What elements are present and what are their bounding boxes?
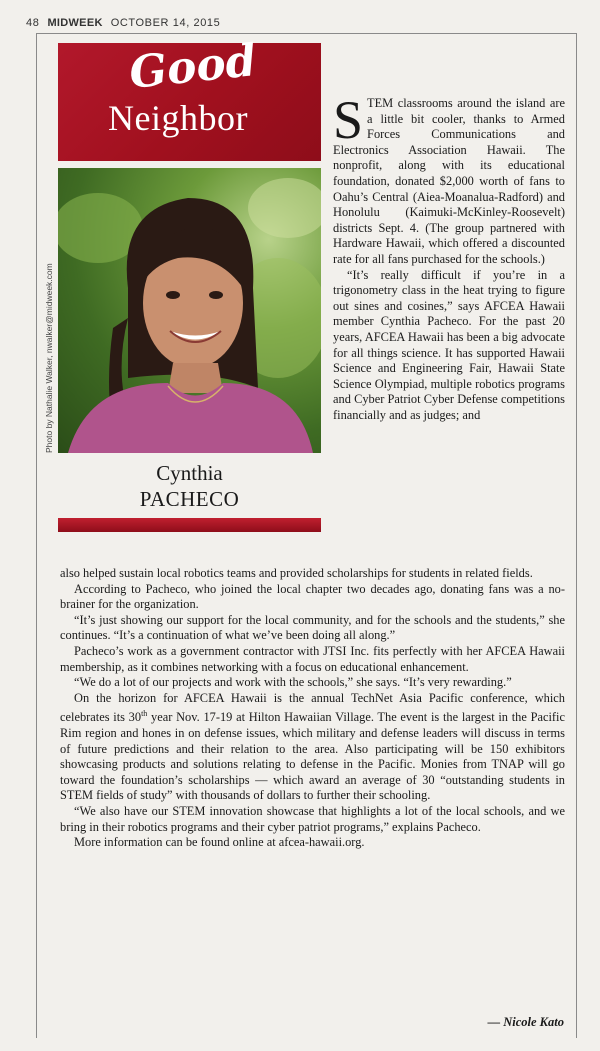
banner-title-neighbor: Neighbor <box>108 98 248 138</box>
paragraph-7-text-a: On the horizon for AFCEA Hawaii is the annual TechNet Asia Pacific conference, which celebrates its 30 <box>60 690 565 725</box>
subject-last-name: PACHECO <box>139 487 240 511</box>
article-right-column <box>333 90 565 423</box>
article-paragraph-4: “It’s just showing our support for the local community, and for the schools and the students,” she continues. “It’s a continuation of what we’ve been doing all along.” <box>60 612 565 643</box>
article-paragraph-9: More information can be found online at afcea-hawaii.org. <box>74 835 365 850</box>
author-byline: — Nicole Kato <box>487 1015 564 1029</box>
portrait-illustration <box>58 168 321 453</box>
name-underline-bar <box>58 518 321 532</box>
paragraph-7-text-b: year Nov. 17-19 at Hilton Hawaiian Village. The event is the largest in the Pacific Rim region and hones in on defense issues, which military and defense leaders will discuss in terms of future predictions and their relation to the area. Also participating will be 150 exhibitors showcasing products and solutions relating to defense in the Pacific. Monies from TNAP will go toward the foundation’s scholarships — which award an average of 30 “outstanding students in STEM fields of study” with thousands of dollars to further their schooling. <box>60 710 565 803</box>
photo-credit: Photo by Nathalie Walker, nwalker@midweek.com <box>44 263 54 453</box>
issue-date: OCTOBER 14, 2015 <box>110 17 221 29</box>
paragraph-1-text: TEM classrooms around the island are a little bit cooler, thanks to Armed Forces Communications and Electronics Association Hawaii. The nonprofit, along with its educational foundation, donated $2,000 worth of fans to Oahu’s Central (Aiea-Moanalua-Radford) and Honolulu (Kaimuki-McKinley-Roosevelt) districts Sept. 4. (The group partnered with Hardware Hawaii, which offered a discounted rate for all fans purchased for the schools.) <box>333 96 565 266</box>
article-paragraph-2-continued: also helped sustain local robotics teams and provided scholarships for students in related fields. <box>60 566 533 580</box>
article-paragraph-3: According to Pacheco, who joined the local chapter two decades ago, donating fans was a no-brainer for the organization. <box>60 581 565 612</box>
masthead <box>26 14 580 32</box>
article-paragraph-8: “We also have our STEM innovation showcase that highlights a lot of the local schools, and we bring in their robotics programs and their cyber patriot programs,” explains Pacheco. <box>60 804 565 834</box>
banner-title-good: Good <box>126 34 259 99</box>
subject-first-name: Cynthia <box>156 461 223 485</box>
portrait-photo <box>58 168 321 453</box>
drop-cap: S <box>333 90 364 150</box>
article-paragraph-7 <box>60 691 565 804</box>
article-paragraph-2: “It’s really difficult if you’re in a trigonometry class in the heat trying to figure out sines and cosines,” says AFCEA Hawaii member Cynthia Pacheco. For the past 20 years, AFCEA Hawaii has been a big advocate for all things science. It has supported Hawaii Science and Engineering Fair, Hawaii State Science Olympiad, multiple robotics programs and Cyber Patriot Cyber Defense competitions financially and as judges; and <box>333 267 565 422</box>
article-paragraph-1 <box>333 90 565 268</box>
article-paragraph-6: “We do a lot of our projects and work with the schools,” she says. “It’s very rewarding.” <box>74 675 512 690</box>
publication-name: MIDWEEK <box>47 17 103 29</box>
ordinal-suffix: th <box>141 709 148 719</box>
page-number: 48 <box>26 17 40 29</box>
article-body <box>60 566 565 851</box>
article-paragraph-5: Pacheco’s work as a government contractor with JTSI Inc. fits perfectly with her AFCEA Hawaii membership, as it combines networking with a focus on educational enhancement. <box>60 643 565 674</box>
